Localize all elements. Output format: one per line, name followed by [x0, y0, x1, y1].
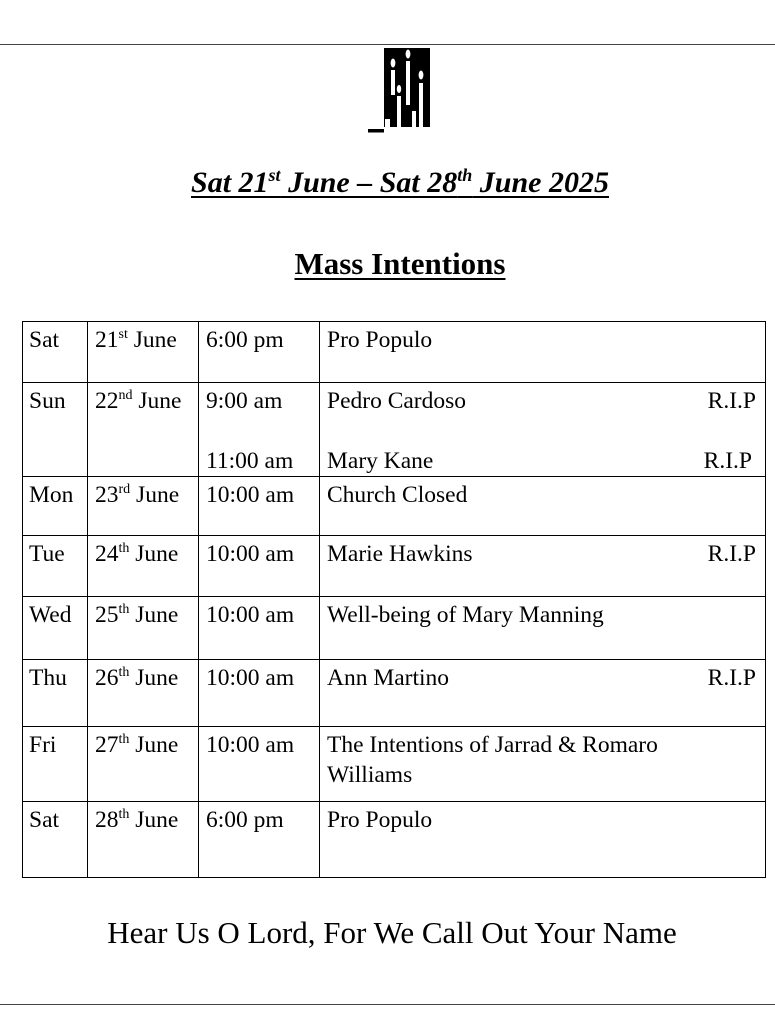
intention-cell [320, 802, 766, 878]
date-month: June [130, 482, 180, 508]
time-cell: 6:00 pm [199, 322, 320, 383]
intention-text: Pedro Cardoso [327, 388, 467, 414]
date-cell [88, 477, 199, 536]
intention-text: Ann Martino [327, 665, 450, 691]
rip-note: R.I.P [707, 388, 756, 414]
day-cell: Sat [23, 322, 88, 383]
day-cell: Sun [23, 383, 88, 477]
intention-text: The Intentions of Jarrad & Romaro Williams [327, 732, 658, 788]
date-range-start: Sat 21 [191, 166, 269, 199]
time-first: 9:00 am [206, 388, 283, 414]
date-range-middle: June – Sat 28 [280, 166, 458, 199]
intention-cell [320, 536, 766, 597]
time-cell: 10:00 am [199, 477, 320, 536]
date-cell [88, 802, 199, 878]
date-month: June [129, 602, 179, 628]
intention-text: Church Closed [327, 482, 468, 508]
date-number: 27 [95, 732, 119, 758]
time-cell: 10:00 am [199, 536, 320, 597]
intention-cell [320, 660, 766, 727]
date-range-end-suffix: th [457, 165, 473, 185]
table-row [23, 660, 766, 727]
table-row [23, 727, 766, 802]
time-second: 11:00 am [206, 448, 294, 474]
date-number: 26 [95, 665, 119, 691]
rip-note: R.I.P [707, 541, 756, 567]
date-month: June [129, 541, 179, 567]
day-cell: Wed [23, 597, 88, 660]
intention-cell [320, 727, 766, 802]
date-cell [88, 597, 199, 660]
date-month: June [132, 388, 182, 414]
page-title: Mass Intentions [294, 246, 506, 281]
day-cell: Mon [23, 477, 88, 536]
intention-text: Marie Hawkins [327, 541, 473, 567]
date-month: June [129, 665, 179, 691]
intention-cell [320, 477, 766, 536]
date-month: June [129, 807, 179, 833]
date-cell [88, 660, 199, 727]
date-suffix: th [118, 732, 130, 747]
date-cell [88, 727, 199, 802]
date-cell [88, 322, 199, 383]
date-number: 28 [95, 807, 119, 833]
time-cell: 10:00 am [199, 660, 320, 727]
candles-logo-icon [368, 45, 434, 133]
day-cell: Tue [23, 536, 88, 597]
date-month: June [127, 327, 177, 353]
date-number: 23 [95, 482, 119, 508]
table-row [23, 477, 766, 536]
date-cell [88, 536, 199, 597]
day-cell: Thu [23, 660, 88, 727]
table-row [23, 597, 766, 660]
time-cell: 6:00 pm [199, 802, 320, 878]
date-suffix: th [118, 807, 130, 822]
time-cell: 10:00 am [199, 597, 320, 660]
rip-note: R.I.P [707, 665, 756, 691]
mass-intentions-table [22, 321, 766, 878]
date-number: 21 [95, 327, 119, 353]
table-row [23, 802, 766, 878]
date-suffix: rd [118, 482, 131, 497]
date-suffix: th [118, 665, 130, 680]
table-row [23, 536, 766, 597]
date-suffix: th [118, 541, 130, 556]
date-suffix: st [118, 327, 128, 342]
table-row [23, 383, 766, 477]
intention-text: Pro Populo [327, 807, 433, 833]
day-cell: Sat [23, 802, 88, 878]
date-month: June [129, 732, 179, 758]
date-cell [88, 383, 199, 477]
intention-cell [320, 383, 766, 477]
intention-cell [320, 597, 766, 660]
date-suffix: nd [118, 388, 133, 403]
date-number: 24 [95, 541, 119, 567]
intention-text: Well-being of Mary Manning [327, 602, 604, 628]
time-cell: 10:00 am [199, 727, 320, 802]
date-range-end: June 2025 [472, 166, 609, 199]
table-row [23, 322, 766, 383]
intention-text: Mary Kane [327, 448, 434, 474]
day-cell: Fri [23, 727, 88, 802]
footer-prayer: Hear Us O Lord, For We Call Out Your Name [107, 915, 677, 950]
rip-note: R.I.P [703, 448, 752, 474]
date-suffix: th [118, 602, 130, 617]
intention-cell [320, 322, 766, 383]
bottom-rule [0, 1004, 775, 1005]
date-range-start-suffix: st [268, 165, 281, 185]
date-number: 22 [95, 388, 119, 414]
intention-text: Pro Populo [327, 327, 433, 353]
date-range-heading [0, 166, 775, 200]
date-number: 25 [95, 602, 119, 628]
time-cell [199, 383, 320, 477]
